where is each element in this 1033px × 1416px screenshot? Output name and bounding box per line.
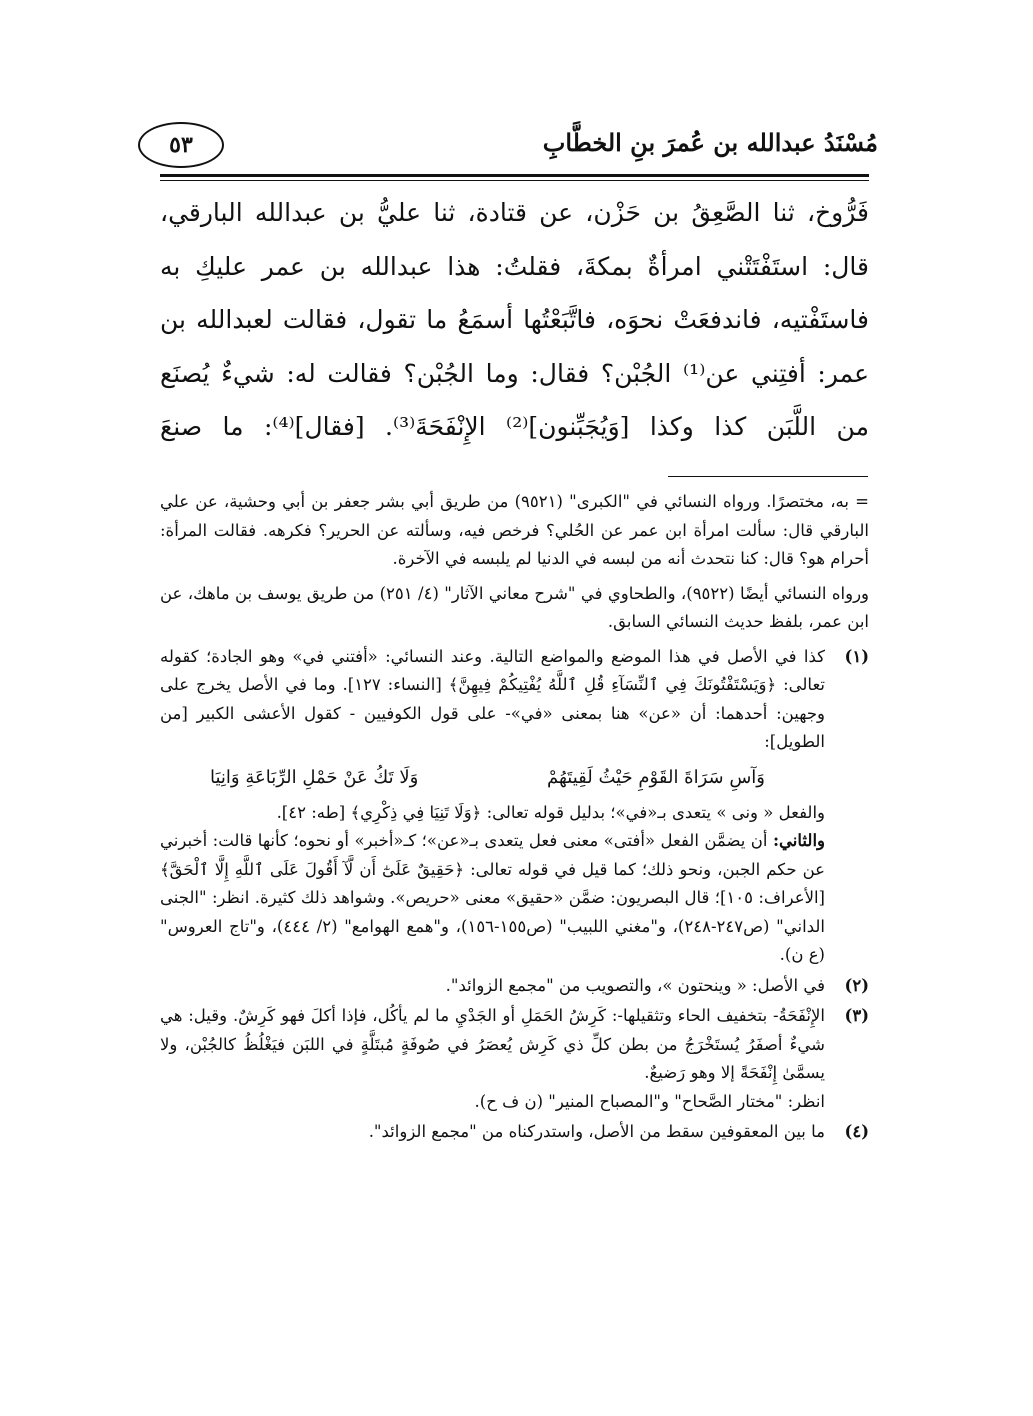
- footnotes: [160, 488, 869, 1149]
- footnote-3: [160, 1002, 869, 1116]
- body-line: من اللَّبَن كذا وكذا [وَيُجَبِّنون]⁽²⁾ الإِنْفَحَةَ⁽³⁾. [فقال]⁽⁴⁾: ما صنعَ: [160, 412, 869, 441]
- footnote-text: ما بين المعقوفين سقط من الأصل، واستدركناه من "مجمع الزوائد".: [368, 1122, 825, 1141]
- header-rule-thin: [160, 180, 869, 181]
- footnote-subheading: والثاني:: [772, 831, 825, 850]
- footnote-text: أن يضمَّن الفعل «أفتى» معنى فعل يتعدى بـ«عن»؛ كـ«أخبر» أو نحوه؛ كأنها قالت: أخبرني عن حكم الجبن، ونحو ذلك؛ كما قيل في قوله تعالى: ﴿حَقِيقٌ عَلَىٰٓ أَن لَّآ أَقُولَ عَلَى ٱللَّهِ إِلَّا ٱلْحَقَّ﴾ [الأعراف: ١٠٥]؛ قال البصريون: ضمَّن «حقيق» معنى «حريص». وشواهد ذلك كثيرة. انظر: "الجنى الداني" (ص٢٤٧-٢٤٨)، و"مغني اللبيب" (ص١٥٥-١٥٦)، و"همع الهوامع" (٢/ ٤٤٤)، و"تاج العروس"(ع ن).: [160, 831, 825, 964]
- footnote-number: (١): [844, 646, 869, 666]
- footnote-2: [160, 972, 869, 1001]
- footnote-1: [160, 643, 869, 970]
- footnote-continuation: = به، مختصرًا. ورواه النسائي في "الكبرى" (٩٥٢١) من طريق أبي بشر جعفر بن أبي وحشية، عن علي البارقي قال: سألت امرأة ابن عمر عن الحُلي؟ فرخص فيه، وسألته عن الحرير؟ فكرهه. فقالت المرأة: أحرام هو؟ قال: كنا نتحدث أنه من لبسه في الدنيا لم يلبسه في الآخرة.: [160, 492, 869, 568]
- footnote-text: والفعل « ونى » يتعدى بـ«في»؛ بدليل قوله تعالى: ﴿وَلَا تَنِيَا فِي ذِكْرِي﴾ [طه: ٤٢].: [276, 802, 825, 822]
- verse-first-hemistich: وَآسِ سَرَاةَ القَوْمِ حَيْثُ لَقِيتَهُمْ: [547, 766, 765, 788]
- page-header: [128, 118, 878, 174]
- body-line: عمر: أفتِني عن⁽¹⁾ الجُبْن؟ فقال: وما الجُبْن؟ فقالت له: شيءٌ يُصنَع: [160, 358, 869, 388]
- footnote-text: الإِنْفَحَةُ- بتخفيف الحاء وتثقيلها-: كَرِشُ الحَمَلِ أو الجَدْيِ ما لم يأكُل، فإذا أكلَ فهو كَرِشٌ. وقيل: هي شيءٌ أصفَرُ يُستَخْرَجُ من بطن كلِّ ذي كَرِش يُعصَرُ في صُوفَةٍ مُبتَلَّةٍ في اللبَن فيَغْلُظُ كالجُبْن، ولا يسمَّىٰ إِنْفَحَةً إلا وهو رَضيعٌ.: [160, 1006, 825, 1082]
- footnote-continuation: ورواه النسائي أيضًا (٩٥٢٢)، والطحاوي في "شرح معاني الآثار" (٤/ ٢٥١) من طريق يوسف بن ماهك، عن ابن عمر، بلفظ حديث النسائي السابق.: [160, 583, 870, 631]
- footnote-number: (٣): [844, 1006, 869, 1025]
- footnote-4: [160, 1118, 869, 1147]
- footnote-number: (٤): [844, 1122, 869, 1141]
- body-line: فاستَفْتيه، فاندفعَتْ نحوَه، فاتَّبَعْتُها أسمَعُ ما تقول، فقالت لعبدالله بن: [160, 305, 869, 334]
- main-text: [160, 186, 869, 454]
- verse-second-hemistich: وَلَا تَكُ عَنْ حَمْلِ الرِّبَاعَةِ وَانِيَا: [210, 766, 419, 788]
- footnote-text: كذا في الأصل في هذا الموضع والمواضع التالية. وعند النسائي: «أفتني في» وهو الجادة؛ كقوله تعالى: ﴿وَيَسْتَفْتُونَكَ فِي ٱلنِّسَآءِ قُلِ ٱللَّهُ يُفْتِيكُمْ فِيهِنَّ﴾ [النساء: ١٢٧]. وما في الأصل يخرج على وجهين: أحدهما: أن «عن» هنا بمعنى «في»- على قول الكوفيين - كقول الأعشى الكبير [من الطويل]:: [160, 646, 825, 751]
- footnote-separator: [668, 476, 868, 477]
- header-rule-thick: [160, 174, 869, 177]
- footnote-text: انظر: "مختار الصَّحاح" و"المصباح المنير" (ن ف ح).: [474, 1091, 825, 1111]
- body-line: قال: استَفْتَتْني امرأةٌ بمكةَ، فقلتُ: هذا عبدالله بن عمر عليكِ به: [160, 251, 869, 281]
- page-number: ٥٣: [138, 122, 224, 168]
- poetry-verse: [160, 757, 825, 799]
- running-title: مُسْنَدُ عبدالله بن عُمرَ بنِ الخطَّابِ: [542, 128, 878, 157]
- body-line: فَرُّوخ، ثنا الصَّعِقُ بن حَزْن، عن قتادة، ثنا عليُّ بن عبدالله البارقي،: [160, 198, 869, 227]
- footnote-number: (٢): [844, 975, 869, 995]
- footnote-text: في الأصل: « وينحتون »، والتصويب من "مجمع الزوائد".: [445, 975, 825, 995]
